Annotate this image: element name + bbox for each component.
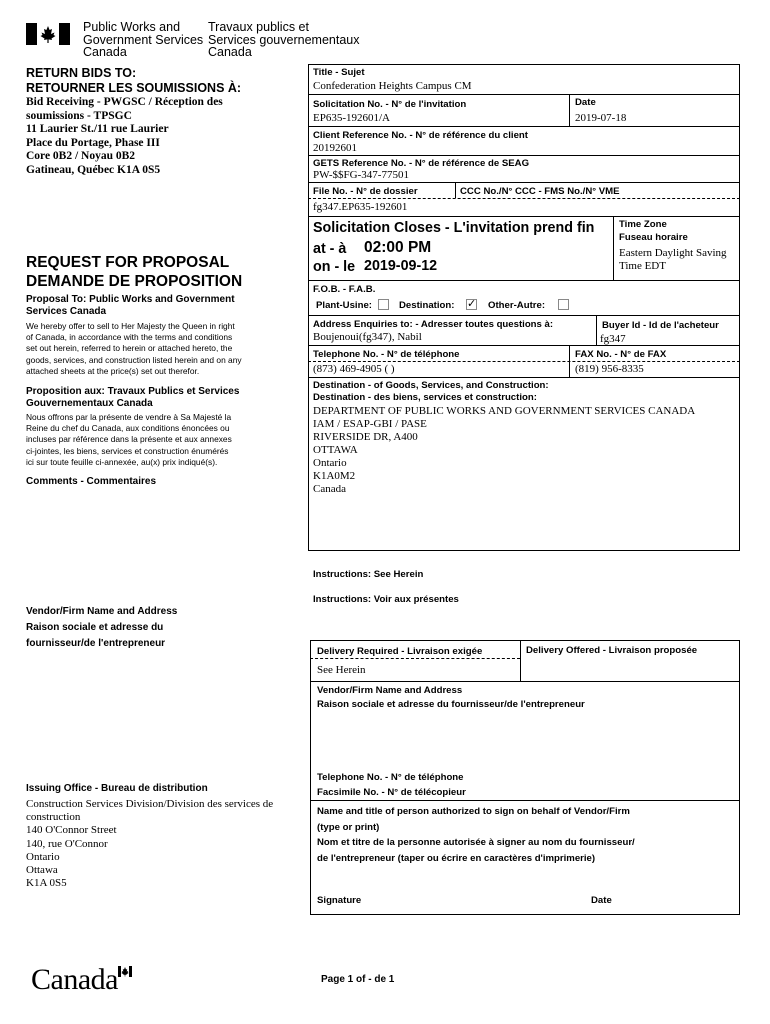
address-line: Core 0B2 / Noyau 0B2 <box>26 150 136 163</box>
issuing-line: 140, rue O'Connor <box>26 837 108 850</box>
issuing-line: 140 O'Connor Street <box>26 824 117 837</box>
on-label: on - le <box>313 259 356 275</box>
signature-label: Signature <box>317 895 362 906</box>
vendor-label-line: Vendor/Firm Name and Address <box>26 606 178 617</box>
authorized-signer-label <box>317 804 635 866</box>
rfp-title-fr: DEMANDE DE PROPOSITION <box>26 273 243 290</box>
proposal-to-line: Proposal To: Public Works and Government <box>26 294 235 305</box>
destination-line: K1A0M2 <box>313 470 356 482</box>
offer-line: ici sur toute feuille ci-annexée, au(x) prix indiqué(s). <box>26 456 218 467</box>
client-ref-value: 20192601 <box>313 142 357 154</box>
date-label: Date <box>575 97 596 108</box>
divider <box>310 800 740 801</box>
vendor-name-label <box>26 604 177 652</box>
divider <box>308 126 740 127</box>
destination-line: RIVERSIDE DR, A400 <box>313 431 418 443</box>
buyer-id-value: fg347 <box>600 333 626 345</box>
dashed-divider <box>308 198 740 199</box>
gets-label: GETS Reference No. - N° de référence de SEAG <box>313 158 530 169</box>
date-value: 2019-07-18 <box>575 112 627 124</box>
issuing-line: Ontario <box>26 850 60 863</box>
offer-line: attached sheets at the price(s) set out therefor. <box>26 365 200 376</box>
authorized-line: (type or print) <box>317 821 380 833</box>
other-label: Other-Autre: <box>488 300 546 311</box>
rfp-title-en: REQUEST FOR PROPOSAL <box>26 254 230 271</box>
proposition-aux-line: Gouvernementaux Canada <box>26 398 153 409</box>
offer-text-fr <box>26 412 232 468</box>
dept-fr-line: Canada <box>208 45 252 59</box>
department-name-en <box>83 21 203 59</box>
fob-label: F.O.B. - F.A.B. <box>313 284 376 295</box>
issuing-line: Construction Services Division/Division des services de <box>26 798 274 810</box>
time-zone-line: Time EDT <box>619 260 666 272</box>
dept-en-line: Canada <box>83 45 127 59</box>
fax-label: FAX No. - N° de FAX <box>575 349 667 360</box>
time-zone-line: Eastern Daylight Saving <box>619 247 727 259</box>
delivery-required-label: Delivery Required - Livraison exigée <box>317 646 483 657</box>
time-zone-label: Time Zone <box>619 219 667 230</box>
destination-checkbox[interactable]: ✓ <box>467 298 477 310</box>
instructions-en: Instructions: See Herein <box>313 569 424 580</box>
proposition-aux <box>26 386 239 410</box>
vendor-label-line: fournisseur/de l'entrepreneur <box>26 638 166 649</box>
dept-fr-line: Services gouvernementaux <box>208 32 360 47</box>
fax-value: (819) 956-8335 <box>575 363 644 375</box>
time-zone-value <box>619 247 727 273</box>
divider <box>569 94 570 126</box>
offer-line: incluses par référence dans la présente et aux annexes <box>26 434 232 445</box>
plant-checkbox[interactable] <box>378 299 389 310</box>
offer-line: set out herein, referred to herein or attached hereto, the <box>26 343 233 354</box>
destination-line: Ontario <box>313 457 347 469</box>
client-ref-label: Client Reference No. - N° de référence du client <box>313 130 528 141</box>
address-line: Bid Receiving - PWGSC / Réception des <box>26 96 223 108</box>
destination-line: OTTAWA <box>313 444 358 456</box>
delivery-offered-label: Delivery Offered - Livraison proposée <box>526 645 698 656</box>
title-value: Confederation Heights Campus CM <box>313 80 472 92</box>
divider <box>308 377 740 378</box>
offer-line: goods, services, and construction listed herein and on any <box>26 354 242 365</box>
solicitation-closes-label: Solicitation Closes - L'invitation prend fin <box>313 220 595 236</box>
divider <box>520 640 521 681</box>
divider <box>613 216 614 280</box>
address-line: 11 Laurier St./11 rue Laurier <box>26 123 169 136</box>
closing-date: 2019-09-12 <box>364 258 438 274</box>
department-name-fr <box>208 21 359 59</box>
address-enquiries-label: Address Enquiries to: - Adresser toutes questions à: <box>313 319 554 330</box>
dept-fr-line: Travaux publics et <box>208 20 309 34</box>
issuing-line: K1A 0S5 <box>26 877 67 890</box>
document-title <box>26 253 242 291</box>
canada-wordmark: Canada <box>31 963 118 996</box>
dashed-divider <box>310 658 520 659</box>
offer-line: We hereby offer to sell to Her Majesty the Queen in right <box>26 321 235 331</box>
offer-line: Nous offrons par la présente de vendre à Sa Majesté la <box>26 412 232 422</box>
divider <box>569 345 570 377</box>
canada-flag-icon <box>26 23 70 45</box>
issuing-line: construction <box>26 811 81 824</box>
vendor-firm-label: Vendor/Firm Name and Address <box>317 685 463 696</box>
authorized-line: Nom et titre de la personne autorisée à signer au nom du fournisseur/ <box>317 837 635 848</box>
issuing-line: Ottawa <box>26 864 58 877</box>
telephone-label: Telephone No. - N° de téléphone <box>313 349 460 360</box>
closing-time: 02:00 PM <box>364 239 432 256</box>
divider <box>308 345 740 346</box>
page-number: Page 1 of - de 1 <box>321 974 395 985</box>
divider <box>308 315 740 316</box>
divider <box>308 94 740 95</box>
divider <box>310 681 740 682</box>
fuseau-horaire-label: Fuseau horaire <box>619 232 688 243</box>
issuing-office-address <box>26 798 273 890</box>
divider <box>596 315 597 345</box>
dept-en-line: Public Works and <box>83 20 181 34</box>
destination-address <box>313 405 695 496</box>
solicitation-label: Solicitation No. - N° de l'invitation <box>313 99 467 110</box>
delivery-required-value: See Herein <box>317 664 366 676</box>
proposal-to <box>26 294 235 318</box>
destination-biens-label: Destination - des biens, services et construction: <box>313 392 537 403</box>
gets-value: PW-$$FG-347-77501 <box>313 169 409 181</box>
proposition-aux-line: Proposition aux: Travaux Publics et Services <box>26 386 240 397</box>
other-checkbox[interactable] <box>558 299 569 310</box>
wordmark-flag-icon <box>118 966 132 977</box>
return-bids-heading-fr: RETOURNER LES SOUMISSIONS À: <box>26 81 242 95</box>
address-enquiries-value: Boujenoui(fg347), Nabil <box>313 331 422 343</box>
destination-label: Destination: <box>399 300 455 311</box>
dept-en-line: Government Services <box>83 32 204 47</box>
ccc-no-label: CCC No./N° CCC - FMS No./N° VME <box>460 186 620 197</box>
vendor-label-line: Raison sociale et adresse du <box>26 622 164 633</box>
issuing-office-label: Issuing Office - Bureau de distribution <box>26 783 208 794</box>
file-no-label: File No. - N° de dossier <box>313 186 418 197</box>
dashed-divider <box>308 361 740 362</box>
signature-date-label: Date <box>591 895 612 906</box>
proposal-to-line: Services Canada <box>26 306 107 317</box>
destination-line: DEPARTMENT OF PUBLIC WORKS AND GOVERNMENT SERVICES CANADA <box>313 405 696 417</box>
at-label: at - à <box>313 241 347 257</box>
address-line: soumissions - TPSGC <box>26 109 132 122</box>
authorized-line: Name and title of person authorized to sign on behalf of Vendor/Firm <box>317 806 630 817</box>
destination-line: IAM / ESAP-GBI / PASE <box>313 418 427 430</box>
return-bids-heading: RETURN BIDS TO: <box>26 66 137 80</box>
vendor-facsimile-label: Facsimile No. - N° de télécopieur <box>317 787 466 798</box>
destination-goods-label: Destination - of Goods, Services, and Construction: <box>313 380 549 391</box>
divider <box>308 155 740 156</box>
plant-label: Plant-Usine: <box>316 300 372 311</box>
bid-receiving-address <box>26 96 223 178</box>
divider <box>308 280 740 281</box>
authorized-line: de l'entrepreneur (taper ou écrire en caractères d'imprimerie) <box>317 852 596 864</box>
solicitation-value: EP635-192601/A <box>313 112 390 124</box>
divider <box>455 182 456 198</box>
offer-line: Reine du chef du Canada, aux conditions énoncées ou <box>26 423 230 434</box>
vendor-telephone-label: Telephone No. - N° de téléphone <box>317 772 464 783</box>
title-label: Title - Sujet <box>313 67 365 78</box>
divider <box>308 216 740 217</box>
address-line: Place du Portage, Phase III <box>26 136 160 149</box>
offer-line: of Canada, in accordance with the terms and conditions <box>26 332 233 343</box>
comments-label: Comments - Commentaires <box>26 476 157 487</box>
instructions-fr: Instructions: Voir aux présentes <box>313 594 459 605</box>
address-line: Gatineau, Québec K1A 0S5 <box>26 163 161 176</box>
offer-line: ci-jointes, les biens, services et construction énumérés <box>26 445 229 456</box>
divider <box>308 182 740 183</box>
destination-line: Canada <box>313 483 346 495</box>
offer-text-en <box>26 321 242 377</box>
buyer-id-label: Buyer Id - Id de l'acheteur <box>602 320 719 331</box>
vendor-firm-label-fr: Raison sociale et adresse du fournisseur/de l'entrepreneur <box>317 699 585 710</box>
file-no-value: fg347.EP635-192601 <box>313 201 408 213</box>
telephone-value: (873) 469-4905 ( ) <box>313 363 395 375</box>
